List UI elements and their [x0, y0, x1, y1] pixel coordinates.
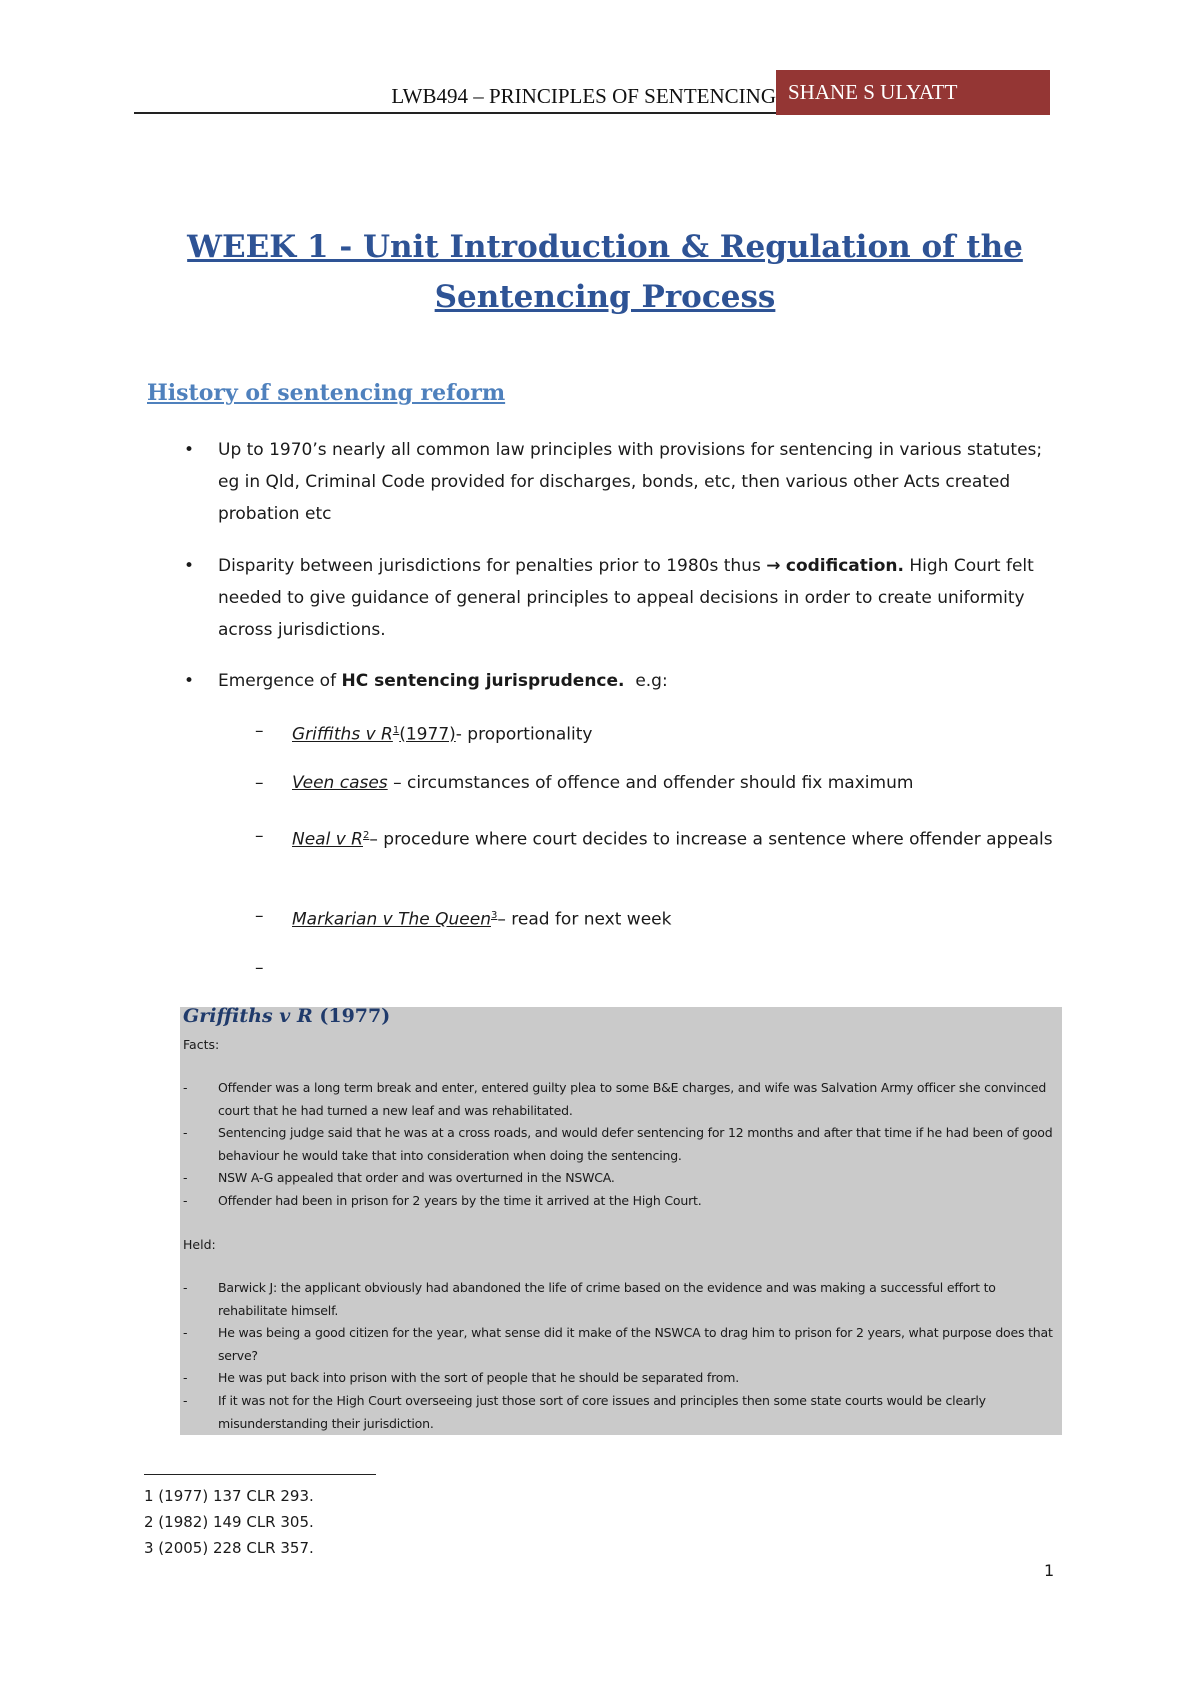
- list-marker: -: [183, 1280, 188, 1295]
- fact-item: Sentencing judge said that he was at a cross roads, and would defer sentencing for 12 months and after that time if he had been of good behaviour he would take that into consideration when doing the sentencing.: [218, 1125, 1053, 1163]
- case-box-case-name: Griffiths v R: [183, 1005, 313, 1027]
- footnote: 2 (1982) 149 CLR 305.: [144, 1513, 314, 1531]
- dash-marker: –: [255, 826, 264, 846]
- author-badge: SHANE S ULYATT: [776, 70, 1050, 115]
- bullet-text-part: High Court felt needed to give guidance of general principles to appeal decisions in order to create uniformity across jurisdictions.: [218, 556, 1034, 640]
- bullet-text: [218, 665, 1048, 697]
- case-item: [292, 900, 1062, 936]
- case-box-year: (1977): [319, 1005, 391, 1027]
- case-name: Veen cases: [292, 773, 388, 793]
- facts-label: Facts:: [183, 1037, 220, 1052]
- case-year: (1977): [399, 724, 456, 745]
- list-marker: -: [183, 1370, 188, 1385]
- held-item: Barwick J: the applicant obviously had abandoned the life of crime based on the evidence and was making a successful effort to rehabilitate himself.: [218, 1280, 996, 1318]
- dash-marker: –: [255, 906, 264, 926]
- held-item: He was put back into prison with the sort of people that he should be separated from.: [218, 1370, 739, 1385]
- course-title: LWB494 – PRINCIPLES OF SENTENCING: [391, 84, 776, 108]
- case-description: - proportionality: [455, 724, 593, 745]
- footnote-ref: 2: [363, 830, 370, 841]
- bullet-marker: •: [184, 440, 195, 460]
- case-name: Griffiths v R: [292, 724, 393, 745]
- case-item: [292, 715, 1062, 751]
- held-item: If it was not for the High Court overseeing just those sort of core issues and principles then some state courts would be clearly misunderstanding their jurisdiction.: [218, 1393, 986, 1431]
- footnote-rule: [144, 1474, 376, 1475]
- held-label: Held:: [183, 1237, 216, 1252]
- list-marker: -: [183, 1393, 188, 1408]
- document-title: WEEK 1 - Unit Introduction & Regulation of the Sentencing Process: [187, 229, 1023, 315]
- footnote: 3 (2005) 228 CLR 357.: [144, 1539, 314, 1557]
- fact-item: Offender was a long term break and enter, entered guilty plea to some B&E charges, and wife was Salvation Army officer she convinced court that he had turned a new leaf and was rehabilitated.: [218, 1080, 1047, 1118]
- bullet-text-part: Disparity between jurisdictions for penalties prior to 1980s thus: [218, 556, 761, 576]
- bullet-text: Up to 1970’s nearly all common law principles with provisions for sentencing in various statutes; eg in Qld, Criminal Code provided for discharges, bonds, etc, then various other Acts created probation etc: [218, 440, 1043, 524]
- held-item: He was being a good citizen for the year, what sense did it make of the NSWCA to drag him to prison for 2 years, what purpose does that serve?: [218, 1325, 1053, 1363]
- footnote: 1 (1977) 137 CLR 293.: [144, 1487, 314, 1505]
- case-description: – circumstances of offence and offender should fix maximum: [393, 773, 914, 793]
- bullet-marker: •: [184, 671, 195, 691]
- arrow-icon: →: [766, 556, 781, 576]
- bullet-bold: codification.: [785, 556, 904, 576]
- fact-item: NSW A-G appealed that order and was overturned in the NSWCA.: [218, 1170, 615, 1185]
- case-item: [292, 820, 1062, 856]
- case-description: – read for next week: [497, 909, 672, 930]
- list-marker: -: [183, 1170, 188, 1185]
- list-marker: -: [183, 1193, 188, 1208]
- footnote-ref: 3: [490, 910, 498, 921]
- list-marker: -: [183, 1080, 188, 1095]
- bullet-marker: •: [184, 556, 195, 576]
- dash-marker: –: [255, 773, 264, 793]
- list-marker: -: [183, 1125, 188, 1140]
- dash-marker: –: [255, 958, 264, 978]
- bullet-text-part: Emergence of: [218, 671, 337, 691]
- case-name: Markarian v The Queen: [292, 909, 491, 930]
- bullet-text-part: e.g:: [635, 671, 668, 691]
- case-item: [292, 767, 1062, 799]
- case-name: Neal v R: [292, 829, 363, 850]
- section-heading: History of sentencing reform: [147, 380, 506, 406]
- bullet-bold: HC sentencing jurisprudence.: [341, 671, 625, 691]
- case-description: – procedure where court decides to increase a sentence where offender appeals: [369, 829, 1053, 850]
- dash-marker: –: [255, 721, 264, 741]
- header-rule: [134, 112, 776, 114]
- list-marker: -: [183, 1325, 188, 1340]
- fact-item: Offender had been in prison for 2 years by the time it arrived at the High Court.: [218, 1193, 702, 1208]
- case-box-title: [183, 1005, 390, 1027]
- page-number: 1: [1044, 1561, 1055, 1580]
- bullet-text: [218, 550, 1048, 646]
- footnote-ref: 1: [392, 725, 400, 736]
